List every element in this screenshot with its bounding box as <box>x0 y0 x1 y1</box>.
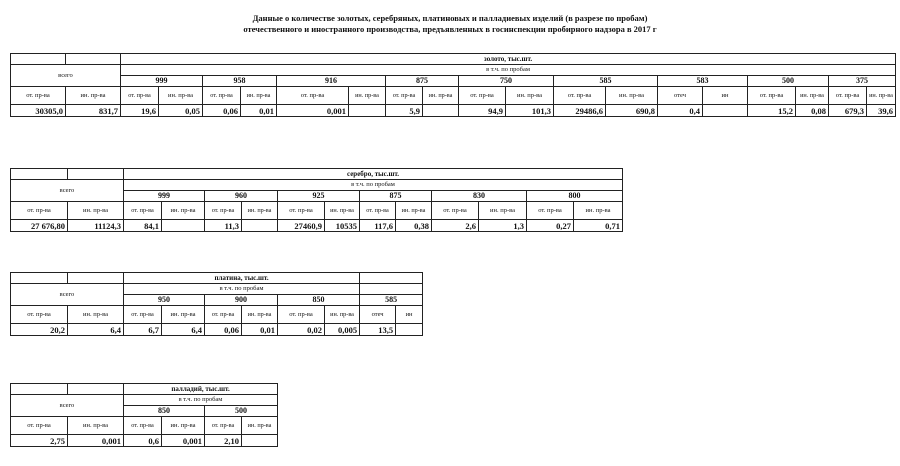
imported-short-label: ин <box>396 306 423 324</box>
domestic-label: от. пр-ва <box>11 202 68 220</box>
silver-assay: 875 <box>360 191 432 202</box>
value-cell: 0,001 <box>162 435 205 447</box>
imported-label: ин. пр-ва <box>68 202 124 220</box>
value-cell: 19,6 <box>121 105 159 117</box>
value-cell <box>396 324 423 336</box>
domestic-label: от. пр-ва <box>278 202 325 220</box>
report-title-line-2: отечественного и иностранного производства, предъявленных в госинспекции пробирного надзора в 2017 г <box>243 24 657 34</box>
domestic-label: от. пр-ва <box>278 306 325 324</box>
imported-label: ин. пр-ва <box>867 87 896 105</box>
silver-assay: 925 <box>278 191 360 202</box>
domestic-short-label: отеч <box>360 306 396 324</box>
value-cell: 2,75 <box>11 435 68 447</box>
gold-assay: 583 <box>658 76 748 87</box>
value-cell: 13,5 <box>360 324 396 336</box>
value-cell: 0,01 <box>242 324 278 336</box>
value-cell: 39,6 <box>867 105 896 117</box>
platinum-caption: платина, тыс.шт. <box>124 273 360 284</box>
platinum-table <box>10 272 423 336</box>
domestic-label: от. пр-ва <box>11 87 66 105</box>
value-cell: 0,05 <box>159 105 203 117</box>
value-cell: 30305,0 <box>11 105 66 117</box>
value-cell: 11124,3 <box>68 220 124 232</box>
value-cell: 29486,6 <box>554 105 606 117</box>
imported-label: ин. пр-ва <box>574 202 623 220</box>
domestic-label: от. пр-ва <box>748 87 796 105</box>
domestic-label: от. пр-ва <box>121 87 159 105</box>
imported-label: ин. пр-ва <box>796 87 829 105</box>
silver-table <box>10 168 623 232</box>
value-cell: 0,06 <box>205 324 242 336</box>
platinum-assay: 850 <box>278 295 360 306</box>
domestic-label: от. пр-ва <box>554 87 606 105</box>
platinum-by-assay-header: в т.ч. по пробам <box>124 284 360 295</box>
value-cell: 11,3 <box>205 220 242 232</box>
imported-label: ин. пр-ва <box>396 202 432 220</box>
value-cell <box>162 220 205 232</box>
silver-caption: серебро, тыс.шт. <box>124 169 623 180</box>
imported-label: ин. пр-ва <box>241 87 277 105</box>
domestic-label: от. пр-ва <box>205 417 242 435</box>
imported-label: ин. пр-ва <box>325 306 360 324</box>
value-cell: 6,7 <box>124 324 162 336</box>
value-cell: 94,9 <box>459 105 506 117</box>
silver-total-header: всего <box>11 180 124 202</box>
value-cell <box>703 105 748 117</box>
value-cell: 0,4 <box>658 105 703 117</box>
gold-by-assay-header: в т.ч. по пробам <box>121 65 896 76</box>
imported-label: ин. пр-ва <box>242 417 278 435</box>
platinum-assay: 950 <box>124 295 205 306</box>
value-cell <box>423 105 459 117</box>
gold-assay: 999 <box>121 76 203 87</box>
value-cell: 84,1 <box>124 220 162 232</box>
value-cell: 0,001 <box>277 105 349 117</box>
domestic-label: от. пр-ва <box>203 87 241 105</box>
value-cell: 0,001 <box>68 435 124 447</box>
silver-by-assay-header: в т.ч. по пробам <box>124 180 623 191</box>
imported-label: ин. пр-ва <box>506 87 554 105</box>
palladium-by-assay-header: в т.ч. по пробам <box>124 395 278 406</box>
value-cell <box>242 435 278 447</box>
value-cell: 0,6 <box>124 435 162 447</box>
palladium-table <box>10 383 278 447</box>
report-title-line-1: Данные о количестве золотых, серебряных, платиновых и палладиевых изделий (в разрезе по пробам) <box>252 13 648 23</box>
gold-assay: 585 <box>554 76 658 87</box>
value-cell: 0,38 <box>396 220 432 232</box>
imported-label: ин. пр-ва <box>162 202 205 220</box>
silver-assay: 800 <box>527 191 623 202</box>
palladium-assay: 500 <box>205 406 278 417</box>
value-cell: 117,6 <box>360 220 396 232</box>
domestic-label: от. пр-ва <box>527 202 574 220</box>
palladium-total-header: всего <box>11 395 124 417</box>
value-cell: 1,3 <box>479 220 527 232</box>
value-cell: 0,27 <box>527 220 574 232</box>
domestic-label: от. пр-ва <box>277 87 349 105</box>
gold-assay: 916 <box>277 76 386 87</box>
imported-label: ин. пр-ва <box>325 202 360 220</box>
domestic-label: от. пр-ва <box>11 306 68 324</box>
platinum-assay: 900 <box>205 295 278 306</box>
value-cell: 101,3 <box>506 105 554 117</box>
imported-label: ин. пр-ва <box>479 202 527 220</box>
domestic-label: от. пр-ва <box>205 306 242 324</box>
imported-label: ин. пр-ва <box>159 87 203 105</box>
value-cell: 15,2 <box>748 105 796 117</box>
imported-label: ин. пр-ва <box>66 87 121 105</box>
value-cell: 27460,9 <box>278 220 325 232</box>
gold-assay: 750 <box>459 76 554 87</box>
silver-assay: 830 <box>432 191 527 202</box>
gold-assay: 500 <box>748 76 829 87</box>
value-cell <box>349 105 386 117</box>
gold-assay: 875 <box>386 76 459 87</box>
imported-short-label: ин <box>703 87 748 105</box>
domestic-label: от. пр-ва <box>124 306 162 324</box>
domestic-label: от. пр-ва <box>124 202 162 220</box>
value-cell: 690,8 <box>606 105 658 117</box>
value-cell: 0,06 <box>203 105 241 117</box>
gold-caption: золото, тыс.шт. <box>121 54 896 65</box>
value-cell: 20,2 <box>11 324 68 336</box>
domestic-short-label: отеч <box>658 87 703 105</box>
value-cell: 27 676,80 <box>11 220 68 232</box>
domestic-label: от. пр-ва <box>432 202 479 220</box>
palladium-assay: 850 <box>124 406 205 417</box>
value-cell: 0,005 <box>325 324 360 336</box>
silver-assay: 999 <box>124 191 205 202</box>
value-cell <box>242 220 278 232</box>
value-cell: 831,7 <box>66 105 121 117</box>
gold-table <box>10 53 896 117</box>
imported-label: ин. пр-ва <box>68 417 124 435</box>
platinum-assay: 585 <box>360 295 423 306</box>
value-cell: 2,6 <box>432 220 479 232</box>
value-cell: 6,4 <box>68 324 124 336</box>
value-cell: 5,9 <box>386 105 423 117</box>
value-cell: 0,08 <box>796 105 829 117</box>
domestic-label: от. пр-ва <box>829 87 867 105</box>
imported-label: ин. пр-ва <box>423 87 459 105</box>
gold-assay: 375 <box>829 76 896 87</box>
value-cell: 0,01 <box>241 105 277 117</box>
imported-label: ин. пр-ва <box>68 306 124 324</box>
palladium-caption: палладий, тыс.шт. <box>124 384 278 395</box>
domestic-label: от. пр-ва <box>205 202 242 220</box>
value-cell: 10535 <box>325 220 360 232</box>
domestic-label: от. пр-ва <box>124 417 162 435</box>
silver-assay: 960 <box>205 191 278 202</box>
value-cell: 2,10 <box>205 435 242 447</box>
domestic-label: от. пр-ва <box>386 87 423 105</box>
imported-label: ин. пр-ва <box>349 87 386 105</box>
platinum-total-header: всего <box>11 284 124 306</box>
value-cell: 679,3 <box>829 105 867 117</box>
value-cell: 0,02 <box>278 324 325 336</box>
imported-label: ин. пр-ва <box>242 202 278 220</box>
value-cell: 6,4 <box>162 324 205 336</box>
domestic-label: от. пр-ва <box>360 202 396 220</box>
imported-label: ин. пр-ва <box>606 87 658 105</box>
imported-label: ин. пр-ва <box>162 306 205 324</box>
imported-label: ин. пр-ва <box>162 417 205 435</box>
gold-assay: 958 <box>203 76 277 87</box>
imported-label: ин. пр-ва <box>242 306 278 324</box>
domestic-label: от. пр-ва <box>459 87 506 105</box>
gold-total-header: всего <box>11 65 121 87</box>
value-cell: 0,71 <box>574 220 623 232</box>
domestic-label: от. пр-ва <box>11 417 68 435</box>
